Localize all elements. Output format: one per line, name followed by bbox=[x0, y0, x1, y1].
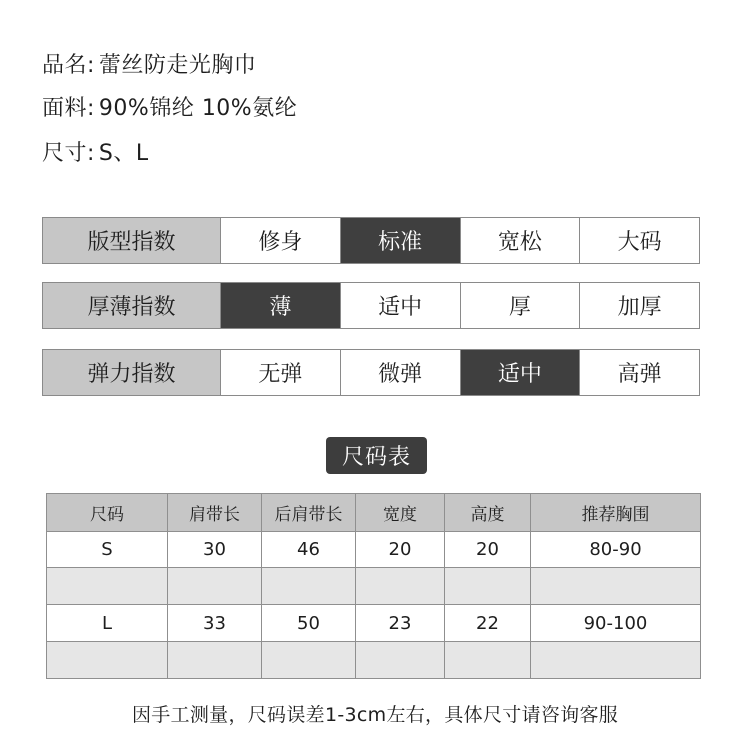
table-row bbox=[47, 605, 701, 641]
header-recommended-bust: 推荐胸围 bbox=[531, 494, 701, 532]
cell-strap-length: 30 bbox=[168, 532, 262, 568]
blank-cell bbox=[47, 568, 168, 605]
fit-option-plus: 大码 bbox=[579, 218, 699, 263]
fit-option-standard: 标准 bbox=[340, 218, 460, 263]
cell-width: 20 bbox=[356, 532, 445, 568]
elasticity-option-high: 高弹 bbox=[579, 350, 699, 395]
thickness-option-thick: 厚 bbox=[460, 283, 580, 328]
elasticity-option-none: 无弹 bbox=[220, 350, 340, 395]
cell-recommended-bust: 80-90 bbox=[531, 532, 701, 568]
size-label: 尺寸: bbox=[42, 141, 95, 166]
blank-cell bbox=[168, 568, 262, 605]
table-row-blank bbox=[47, 641, 701, 678]
header-width: 宽度 bbox=[356, 494, 445, 532]
blank-cell bbox=[262, 641, 356, 678]
cell-strap-length: 33 bbox=[168, 605, 262, 641]
size-chart-title: 尺码表 bbox=[326, 437, 427, 474]
blank-cell bbox=[168, 641, 262, 678]
elasticity-index-label: 弹力指数 bbox=[43, 350, 220, 395]
fabric-label: 面料: bbox=[42, 96, 95, 121]
fabric-line bbox=[42, 91, 297, 122]
cell-height: 22 bbox=[445, 605, 531, 641]
elasticity-option-medium: 适中 bbox=[460, 350, 580, 395]
blank-cell bbox=[531, 568, 701, 605]
fit-index-row bbox=[42, 217, 700, 264]
cell-size: S bbox=[47, 532, 168, 568]
cell-back-strap-length: 46 bbox=[262, 532, 356, 568]
cell-width: 23 bbox=[356, 605, 445, 641]
blank-cell bbox=[445, 641, 531, 678]
fabric-value: 90%锦纶 10%氨纶 bbox=[98, 96, 298, 121]
blank-cell bbox=[531, 641, 701, 678]
size-chart-header-row bbox=[47, 494, 701, 532]
blank-cell bbox=[356, 568, 445, 605]
size-chart-table bbox=[46, 493, 701, 679]
size-line bbox=[42, 136, 149, 167]
blank-cell bbox=[445, 568, 531, 605]
thickness-option-medium: 适中 bbox=[340, 283, 460, 328]
header-back-strap-length: 后肩带长 bbox=[262, 494, 356, 532]
thickness-option-thin: 薄 bbox=[220, 283, 340, 328]
thickness-index-label: 厚薄指数 bbox=[43, 283, 220, 328]
thickness-option-extra-thick: 加厚 bbox=[579, 283, 699, 328]
table-row-blank bbox=[47, 568, 701, 605]
product-name-label: 品名: bbox=[42, 53, 95, 78]
fit-index-label: 版型指数 bbox=[43, 218, 220, 263]
blank-cell bbox=[262, 568, 356, 605]
elasticity-option-slight: 微弹 bbox=[340, 350, 460, 395]
product-name-line bbox=[42, 48, 256, 79]
table-row bbox=[47, 532, 701, 568]
cell-back-strap-length: 50 bbox=[262, 605, 356, 641]
cell-height: 20 bbox=[445, 532, 531, 568]
blank-cell bbox=[47, 641, 168, 678]
blank-cell bbox=[356, 641, 445, 678]
fit-option-loose: 宽松 bbox=[460, 218, 580, 263]
thickness-index-row bbox=[42, 282, 700, 329]
header-size: 尺码 bbox=[47, 494, 168, 532]
product-name-value: 蕾丝防走光胸巾 bbox=[98, 53, 257, 78]
cell-recommended-bust: 90-100 bbox=[531, 605, 701, 641]
header-height: 高度 bbox=[445, 494, 531, 532]
cell-size: L bbox=[47, 605, 168, 641]
elasticity-index-row bbox=[42, 349, 700, 396]
header-strap-length: 肩带长 bbox=[168, 494, 262, 532]
fit-option-slim: 修身 bbox=[220, 218, 340, 263]
size-value: S、L bbox=[98, 141, 149, 166]
measurement-footnote: 因手工测量，尺码误差1-3cm左右，具体尺寸请咨询客服 bbox=[131, 704, 619, 726]
